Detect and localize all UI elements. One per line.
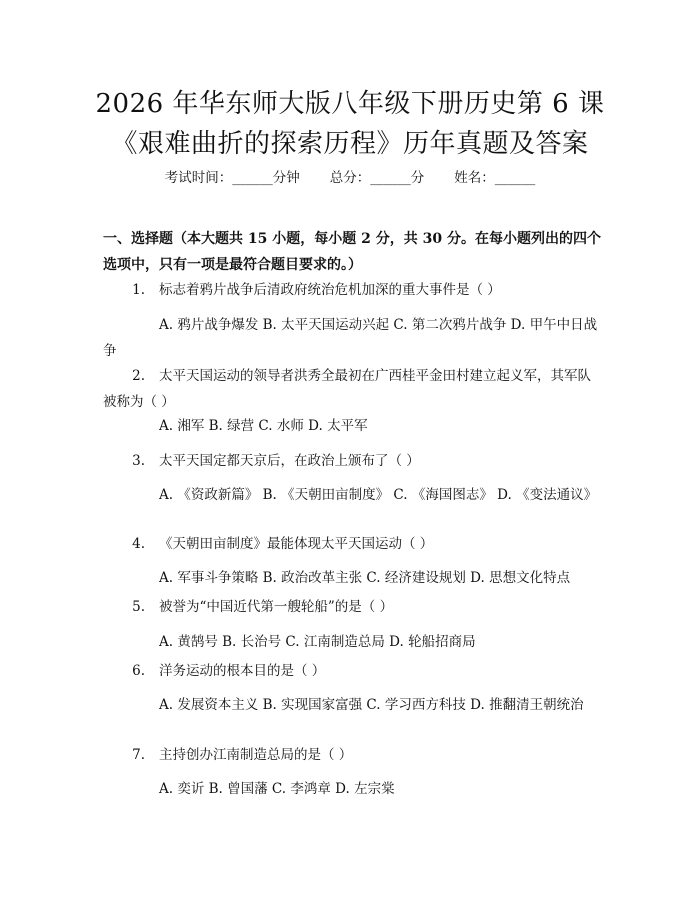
student-name-field: 姓名：______ [454, 170, 536, 186]
question-3 [103, 448, 603, 474]
exam-time-field: 考试时间：______分钟 [164, 170, 300, 186]
question-7-options: A. 奕䜣 B. 曾国藩 C. 李鸿章 D. 左宗棠 [159, 781, 395, 797]
question-number: 4. [132, 536, 145, 552]
question-4-options: A. 军事斗争策略 B. 政治改革主张 C. 经济建设规划 D. 思想文化特点 [159, 570, 571, 586]
question-stem: 洋务运动的根本目的是（ ） [159, 663, 326, 679]
total-score-field: 总分：______分 [329, 170, 425, 186]
question-7 [103, 742, 603, 768]
question-number: 5. [132, 599, 145, 615]
question-2-options: A. 湘军 B. 绿营 C. 水师 D. 太平军 [159, 418, 368, 434]
question-2 [103, 363, 603, 415]
question-1-options: A. 鸦片战争爆发 B. 太平天国运动兴起 C. 第二次鸦片战争 D. 甲午中日战争 [103, 317, 598, 359]
question-number: 3. [132, 453, 145, 469]
question-stem: 太平天国定都天京后，在政治上颁布了（ ） [159, 453, 420, 469]
question-5 [103, 594, 603, 620]
question-3-options: A. 《资政新篇》 B. 《天朝田亩制度》 C. 《海国图志》 D. 《变法通议》 [159, 487, 598, 503]
question-number: 1. [132, 282, 145, 298]
question-stem: 太平天国运动的领导者洪秀全最初在广西桂平金田村建立起义军，其军队被称为（ ） [103, 368, 591, 410]
section-heading: 一、选择题（本大题共 15 小题，每小题 2 分，共 30 分。在每小题列出的四个选项中，只有一项是最符合题目要求的。） [103, 231, 601, 273]
document-title-line-1: 2026 年华东师大版八年级下册历史第 6 课 [95, 89, 605, 119]
question-number: 6. [132, 663, 145, 679]
exam-info-row [0, 168, 700, 188]
question-stem: 被誉为“中国近代第一艘轮船”的是（ ） [159, 599, 394, 615]
question-6 [103, 658, 603, 684]
question-stem: 标志着鸦片战争后清政府统治危机加深的重大事件是（ ） [159, 282, 501, 298]
question-6-options: A. 发展资本主义 B. 实现国家富强 C. 学习西方科技 D. 推翻清王朝统治 [159, 697, 584, 713]
question-stem: 主持创办江南制造总局的是（ ） [159, 747, 353, 763]
question-1 [103, 277, 603, 303]
question-4 [103, 531, 603, 557]
question-stem: 《天朝田亩制度》最能体现太平天国运动（ ） [159, 536, 434, 552]
question-number: 2. [132, 368, 145, 384]
question-number: 7. [132, 747, 145, 763]
document-title-line-2: 《艰难曲折的探索历程》历年真题及答案 [111, 129, 589, 159]
question-5-options: A. 黄鹄号 B. 长治号 C. 江南制造总局 D. 轮船招商局 [159, 634, 476, 650]
